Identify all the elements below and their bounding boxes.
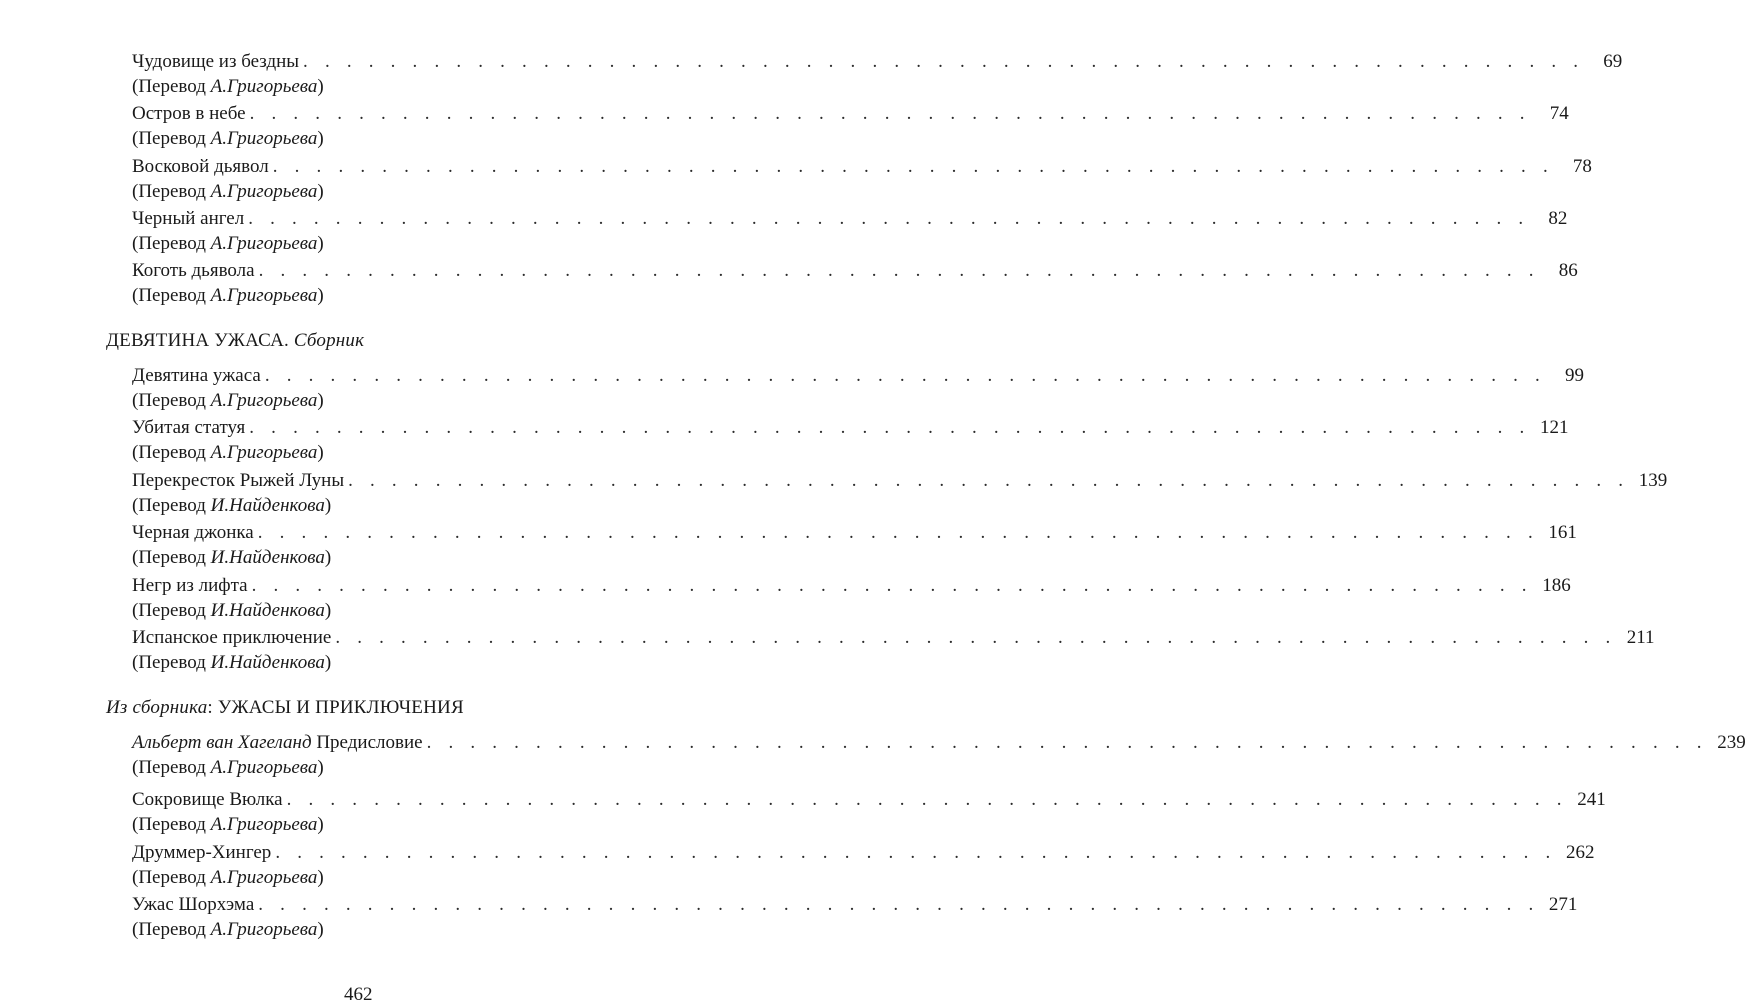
entry-title: Друммер-Хингер	[132, 842, 272, 863]
toc-entry	[132, 51, 1623, 98]
dot-leader: . . . . . . . . . . . . . . . . . . . . . . . . . . . . . . . . . . . . . . . . . . . . . . . . . . . . . . . . . . .	[251, 575, 1533, 596]
entry-translator: (Перевод А.Григорьева)	[132, 128, 324, 149]
entry-title: Негр из лифта	[132, 575, 248, 596]
entry-page: 271	[1548, 894, 1578, 915]
entry-page: 86	[1558, 260, 1578, 281]
entry-page: 121	[1539, 417, 1569, 438]
dot-leader: . . . . . . . . . . . . . . . . . . . . . . . . . . . . . . . . . . . . . . . . . . . . . . . . . . . . . . . . . . .	[248, 208, 1530, 229]
toc-entry	[132, 522, 1577, 569]
entry-title: Восковой дьявол	[132, 156, 269, 177]
dot-leader: . . . . . . . . . . . . . . . . . . . . . . . . . . . . . . . . . . . . . . . . . . . . . . . . . . . . . . . . . . .	[249, 417, 1531, 438]
entry-translator: (Перевод И.Найденкова)	[132, 495, 332, 516]
entry-title: Альберт ван Хагеланд Предисловие	[132, 732, 423, 753]
dot-leader: . . . . . . . . . . . . . . . . . . . . . . . . . . . . . . . . . . . . . . . . . . . . . . . . . . . . . . . . . . .	[348, 470, 1630, 491]
entry-page: 241	[1577, 789, 1606, 810]
entry-translator: (Перевод А.Григорьева)	[132, 181, 324, 202]
entry-title: Убитая статуя	[132, 417, 246, 438]
entry-title: Черный ангел	[132, 208, 245, 229]
entry-title: Девятина ужаса	[132, 365, 261, 386]
dot-leader: . . . . . . . . . . . . . . . . . . . . . . . . . . . . . . . . . . . . . . . . . . . . . . . . . . . . . . . . . . .	[275, 842, 1557, 863]
entry-title: Чудовище из бездны	[132, 51, 300, 72]
entry-title: Остров в небе	[132, 103, 246, 124]
dot-leader: . . . . . . . . . . . . . . . . . . . . . . . . . . . . . . . . . . . . . . . . . . . . . . . . . . . . . . . . . . .	[258, 260, 1540, 281]
entry-translator: (Перевод А.Григорьева)	[132, 76, 324, 97]
dot-leader: . . . . . . . . . . . . . . . . . . . . . . . . . . . . . . . . . . . . . . . . . . . . . . . . . . . . . . . . . . .	[257, 522, 1539, 543]
entry-page: 186	[1542, 575, 1571, 596]
dot-leader: . . . . . . . . . . . . . . . . . . . . . . . . . . . . . . . . . . . . . . . . . . . . . . . . . . . . . . . . . . .	[272, 156, 1554, 177]
entry-translator: (Перевод А.Григорьева)	[132, 390, 324, 411]
toc-entry	[132, 894, 1578, 941]
dot-leader: . . . . . . . . . . . . . . . . . . . . . . . . . . . . . . . . . . . . . . . . . . . . . . . . . . . . . . . . . . .	[286, 789, 1568, 810]
entry-title: Перекресток Рыжей Луны	[132, 470, 345, 491]
entry-author: Альберт ван Хагеланд	[132, 732, 312, 753]
entry-page: 74	[1549, 103, 1569, 124]
entry-title: Сокровище Вюлка	[132, 789, 283, 810]
entry-translator: (Перевод А.Григорьева)	[132, 285, 324, 306]
toc-entry	[132, 365, 1584, 412]
toc-entry	[132, 260, 1578, 307]
entry-page: 211	[1626, 627, 1655, 648]
section-heading: ДЕВЯТИНА УЖАСА. Сборник	[106, 330, 365, 351]
entry-translator: (Перевод И.Найденкова)	[132, 547, 332, 568]
dot-leader: . . . . . . . . . . . . . . . . . . . . . . . . . . . . . . . . . . . . . . . . . . . . . . . . . . . . . . . . . . .	[335, 627, 1617, 648]
entry-translator: (Перевод А.Григорьева)	[132, 814, 324, 835]
entry-page: 99	[1564, 365, 1584, 386]
toc-entry	[132, 789, 1606, 836]
entry-title: Испанское приключение	[132, 627, 332, 648]
toc-entry	[132, 156, 1592, 203]
toc-entry	[132, 103, 1569, 150]
section-heading: Из сборника: УЖАСЫ И ПРИКЛЮЧЕНИЯ	[106, 697, 464, 718]
toc-entry	[132, 208, 1568, 255]
entry-translator: (Перевод И.Найденкова)	[132, 600, 332, 621]
toc-entry	[132, 417, 1569, 464]
entry-translator: (Перевод А.Григорьева)	[132, 919, 324, 940]
entry-translator: (Перевод А.Григорьева)	[132, 442, 324, 463]
dot-leader: . . . . . . . . . . . . . . . . . . . . . . . . . . . . . . . . . . . . . . . . . . . . . . . . . . . . . . . . . . .	[426, 732, 1708, 753]
toc-entry	[132, 575, 1571, 622]
entry-page: 139	[1638, 470, 1668, 491]
entry-title: Ужас Шорхэма	[132, 894, 255, 915]
entry-translator: (Перевод А.Григорьева)	[132, 867, 324, 888]
entry-translator: (Перевод А.Григорьева)	[132, 757, 324, 778]
entry-title: Черная джонка	[132, 522, 254, 543]
dot-leader: . . . . . . . . . . . . . . . . . . . . . . . . . . . . . . . . . . . . . . . . . . . . . . . . . . . . . . . . . . .	[249, 103, 1531, 124]
entry-page: 239	[1717, 732, 1746, 753]
dot-leader: . . . . . . . . . . . . . . . . . . . . . . . . . . . . . . . . . . . . . . . . . . . . . . . . . . . . . . . . . . .	[264, 365, 1546, 386]
toc-entry	[132, 627, 1655, 674]
page-number: 462	[344, 984, 373, 1005]
entry-page: 82	[1548, 208, 1568, 229]
entry-title: Коготь дьявола	[132, 260, 255, 281]
dot-leader: . . . . . . . . . . . . . . . . . . . . . . . . . . . . . . . . . . . . . . . . . . . . . . . . . . . . . . . . . . .	[303, 51, 1585, 72]
toc-entry	[132, 842, 1595, 889]
toc-entry	[132, 732, 1746, 779]
entry-page: 161	[1548, 522, 1577, 543]
toc-entry	[132, 470, 1668, 517]
entry-page: 262	[1565, 842, 1595, 863]
entry-translator: (Перевод А.Григорьева)	[132, 233, 324, 254]
dot-leader: . . . . . . . . . . . . . . . . . . . . . . . . . . . . . . . . . . . . . . . . . . . . . . . . . . . . . . . . . . .	[258, 894, 1540, 915]
entry-translator: (Перевод И.Найденкова)	[132, 652, 332, 673]
entry-page: 78	[1572, 156, 1592, 177]
entry-page: 69	[1603, 51, 1623, 72]
